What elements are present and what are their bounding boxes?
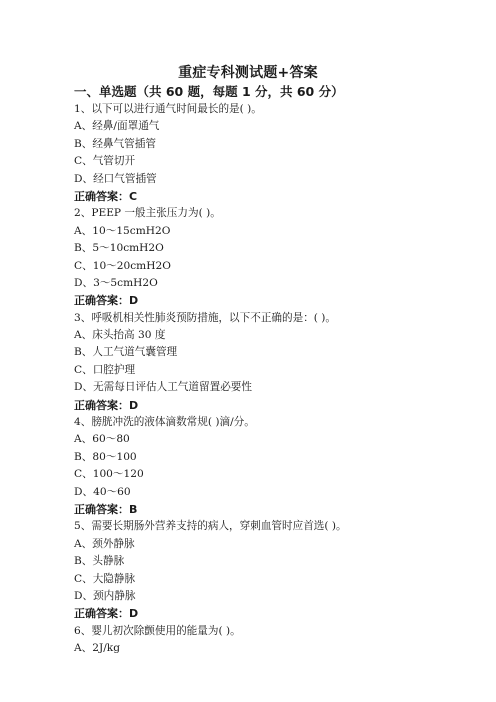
- option-a: A、2J/kg: [74, 642, 121, 655]
- question-stem: 2、PEEP 一般主张压力为( )。: [74, 207, 221, 220]
- question-3: [74, 310, 474, 414]
- correct-answer: 正确答案：D: [74, 398, 139, 412]
- option-a: A、颈外静脉: [74, 537, 135, 550]
- option-c: C、10～20cmH2O: [74, 259, 171, 272]
- question-stem: 4、膀胱冲洗的液体滴数常规( )滴/分。: [74, 416, 255, 429]
- correct-answer: 正确答案：B: [74, 502, 138, 516]
- question-1: [74, 101, 474, 205]
- option-b: B、人工气道气囊管理: [74, 346, 178, 359]
- option-a: A、60～80: [74, 433, 130, 446]
- correct-answer: 正确答案：D: [74, 294, 139, 308]
- option-d: D、经口气管插管: [74, 172, 157, 185]
- document-title: 重症专科测试题+答案: [178, 65, 318, 81]
- option-a: A、10～15cmH2O: [74, 224, 171, 237]
- option-d: D、无需每日评估人工气道留置必要性: [74, 381, 252, 394]
- option-c: C、气管切开: [74, 155, 136, 168]
- question-2: [74, 205, 474, 309]
- correct-answer: 正确答案：D: [74, 607, 139, 621]
- option-b: B、头静脉: [74, 555, 125, 568]
- question-list: [74, 101, 474, 658]
- option-c: C、大隐静脉: [74, 572, 136, 585]
- option-d: D、颈内静脉: [74, 589, 136, 602]
- option-c: C、口腔护理: [74, 363, 136, 376]
- option-b: B、5～10cmH2O: [74, 242, 164, 255]
- option-d: D、3～5cmH2O: [74, 276, 158, 289]
- option-c: C、100～120: [74, 468, 144, 481]
- option-b: B、经鼻气管插管: [74, 137, 156, 150]
- option-d: D、40～60: [74, 485, 131, 498]
- question-6: [74, 623, 474, 658]
- option-a: A、经鼻/面罩通气: [74, 120, 160, 133]
- section-heading: 一、单选题（共 60 题，每题 1 分，共 60 分）: [74, 84, 344, 99]
- question-stem: 5、需要长期肠外营养支持的病人，穿刺血管时应首选( )。: [74, 520, 347, 533]
- question-4: [74, 414, 474, 518]
- question-stem: 1、以下可以进行通气时间最长的是( )。: [74, 103, 262, 115]
- option-b: B、80～100: [74, 450, 137, 463]
- question-stem: 3、呼吸机相关性肺炎预防措施，以下不正确的是：( )。: [74, 311, 337, 324]
- question-5: [74, 518, 474, 622]
- correct-answer: 正确答案：C: [74, 189, 138, 203]
- option-a: A、床头抬高 30 度: [74, 329, 166, 342]
- question-stem: 6、婴儿初次除颤使用的能量为( )。: [74, 624, 241, 637]
